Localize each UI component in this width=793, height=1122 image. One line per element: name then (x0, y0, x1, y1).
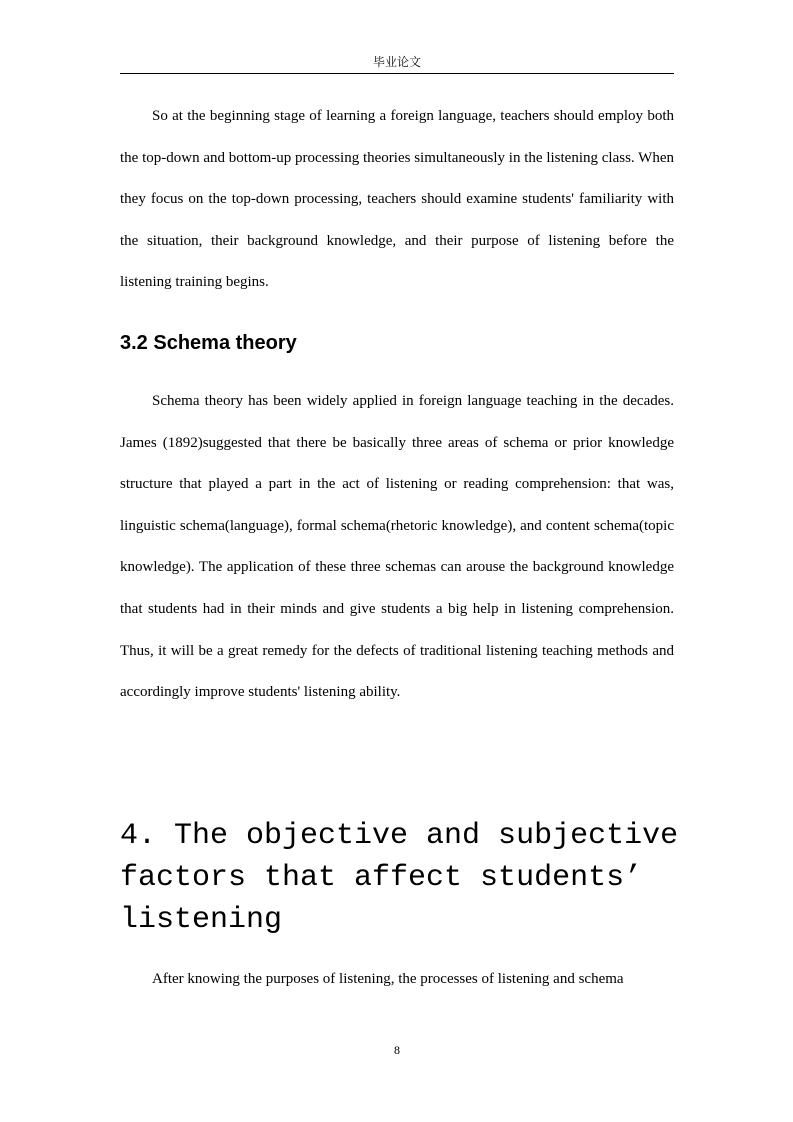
body-paragraph: So at the beginning stage of learning a foreign language, teachers should employ both the top-down and bottom-up processing theories simultaneously in the listening class. When they focus on the top-down processing, teachers should examine students' familiarity with the situation, their background knowledge, and their purpose of listening before the listening training begins. (120, 108, 674, 291)
section-heading: 3.2 Schema theory (120, 332, 297, 354)
running-header: 毕业论文 (372, 55, 421, 69)
body-paragraph: Schema theory has been widely applied in foreign language teaching in the decades. James (1892)suggested that there be basically three areas of schema or prior knowledge structure that played a part in the act of listening or reading comprehension: that was, linguistic schema(language), formal schema(rhetoric knowledge), and content schema(topic knowledge). The application of these three schemas can arouse the background knowledge that students had in their minds and give students a big help in listening comprehension. Thus, it will be a great remedy for the defects of traditional listening teaching methods and accordingly improve students' listening ability. (120, 393, 674, 701)
page-number: 8 (394, 1043, 400, 1057)
header-divider (120, 73, 674, 74)
chapter-heading: 4. The objective and subjective factors that affect students’ listening (120, 819, 679, 937)
body-paragraph: After knowing the purposes of listening, the processes of listening and schema (152, 971, 624, 987)
